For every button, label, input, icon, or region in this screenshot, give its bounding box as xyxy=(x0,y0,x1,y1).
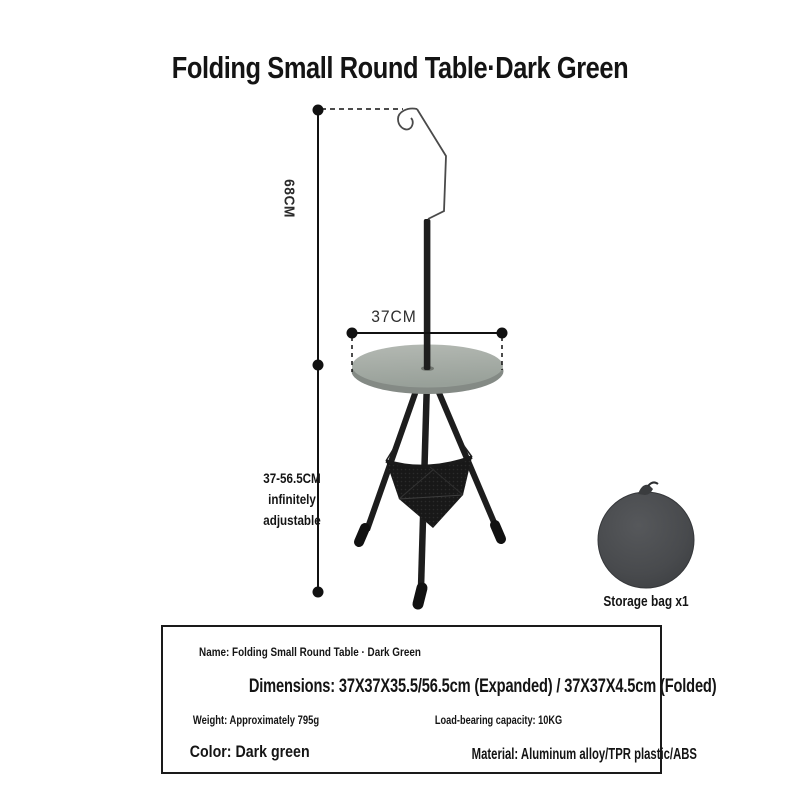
height-range-label xyxy=(246,468,339,531)
zipper-pull-icon xyxy=(648,482,658,486)
spec-weight: Weight: Approximately 795g xyxy=(192,715,320,727)
lamp-hook xyxy=(398,109,446,219)
foot-cap-left xyxy=(359,528,365,542)
spec-color: Color: Dark green xyxy=(189,743,310,761)
spec-load-bearing: Load-bearing capacity: 10KG xyxy=(434,715,563,727)
pole-height-label xyxy=(260,168,318,228)
spec-table xyxy=(161,625,717,774)
foot-cap-right xyxy=(495,525,501,539)
height-range-line2: infinitely xyxy=(268,492,316,507)
tabletop-width-label: 37CM xyxy=(371,307,417,326)
pole-height-value: 68CM xyxy=(280,178,298,218)
foot-cap-front xyxy=(418,588,422,604)
spec-name: Name: Folding Small Round Table · Dark Green xyxy=(199,647,421,659)
table-pole xyxy=(424,219,431,370)
height-range-line3: adjustable xyxy=(263,513,321,528)
height-range-line1: 37-56.5CM xyxy=(263,471,321,486)
spec-dimensions: Dimensions: 37X37X35.5/56.5cm (Expanded) / 37X37X4.5cm (Folded) xyxy=(248,676,717,697)
spec-material: Material: Aluminum alloy/TPR plastic/ABS xyxy=(471,746,697,763)
storage-bag xyxy=(598,482,694,588)
product-title: Folding Small Round Table·Dark Green xyxy=(171,50,629,85)
storage-bag-caption: Storage bag x1 xyxy=(603,594,689,610)
mesh-basket xyxy=(386,446,472,528)
